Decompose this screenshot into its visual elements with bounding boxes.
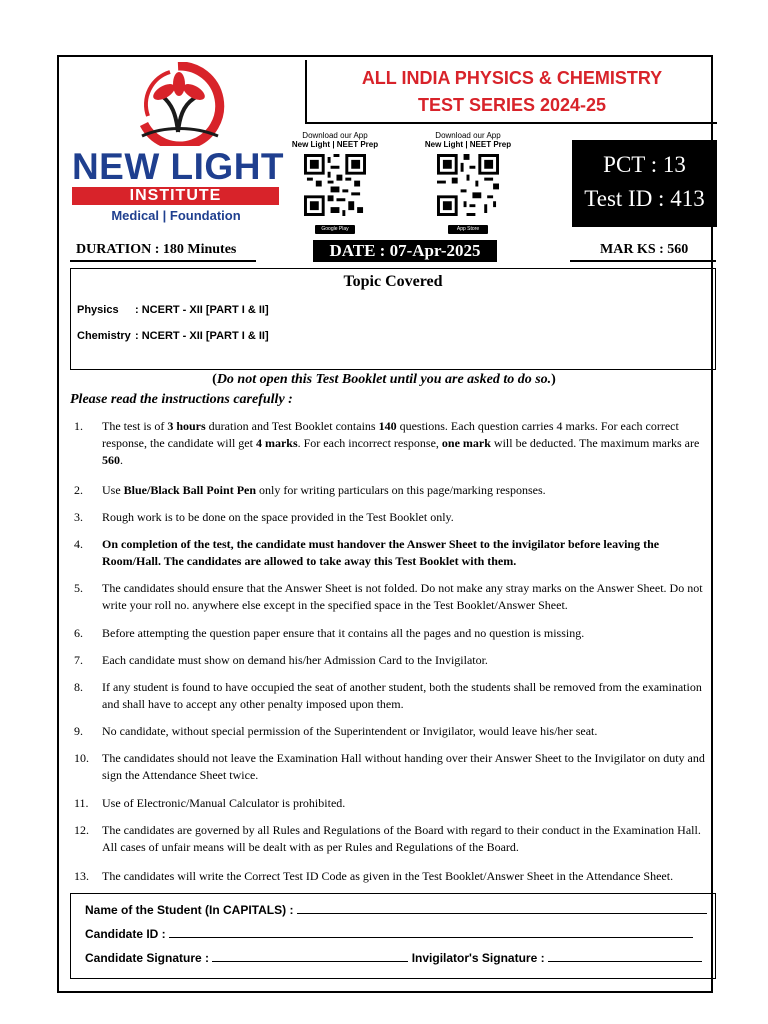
instruction-number: 11.: [74, 796, 89, 810]
instruction-item: [70, 625, 715, 642]
topic-covered-box: [70, 268, 716, 370]
instruction-item: [70, 750, 715, 784]
marks-underline: [570, 260, 716, 262]
instruction-text: No candidate, without special permission of the Superintendent or Invigilator, would leave his/her seat.: [102, 724, 598, 738]
qr-download-label: Download our App: [302, 131, 368, 140]
pct-number: PCT : 13: [603, 152, 686, 177]
instruction-number: 5.: [74, 581, 83, 595]
subject-name: Chemistry: [77, 330, 131, 342]
qr-code-icon[interactable]: [437, 154, 499, 216]
instruction-number: 3.: [74, 510, 83, 524]
student-name-row: [85, 903, 707, 917]
qr-app-label: New Light | NEET Prep: [291, 140, 379, 149]
instruction-item: [70, 795, 715, 812]
instruction-text: Use Blue/Black Ball Point Pen only for writing particulars on this page/marking responses.: [102, 483, 546, 497]
instruction-number: 10.: [74, 751, 89, 765]
instruction-item: [70, 482, 715, 499]
qr-block-right: [418, 131, 518, 234]
logo-emblem-icon: [114, 62, 242, 146]
marks: MAR KS : 560: [600, 242, 689, 257]
do-not-open-notice: (Do not open this Test Booklet until you are asked to do so.): [212, 372, 556, 387]
instruction-number: 12.: [74, 823, 89, 837]
instruction-number: 13.: [74, 869, 89, 883]
instruction-number: 8.: [74, 680, 83, 694]
instruction-text: The candidates should ensure that the Answer Sheet is not folded. Do not make any stray marks on the Answer Sheet. Do not write your roll no. anywhere else except in the specified space in the Test Booklet/Answer Sheet.: [102, 581, 703, 612]
qr-code-icon[interactable]: [304, 154, 366, 216]
instruction-text: The candidates are governed by all Rules and Regulations of the Board with regard to their conduct in the Examination Hall. All cases of unfair means will be dealt with as per Rules and Regulations of the Board.: [102, 823, 701, 854]
invigilator-signature-label: Invigilator's Signature :: [411, 951, 545, 965]
please-read-heading: Please read the instructions carefully :: [70, 392, 293, 407]
topic-physics: [77, 304, 269, 316]
instruction-item: [70, 868, 715, 885]
instruction-text: If any student is found to have occupied the seat of another student, both the students shall be removed from the examination and shall have to accept any other penalty imposed upon them.: [102, 680, 702, 711]
instruction-item: [70, 679, 715, 713]
qr-app-label: New Light | NEET Prep: [424, 140, 512, 149]
instruction-item: [70, 536, 715, 570]
instruction-number: 7.: [74, 653, 83, 667]
instruction-text: On completion of the test, the candidate must handover the Answer Sheet to the invigilator before leaving the Room/Hall. The candidates are allowed to take away this Test Booklet with them.: [102, 537, 660, 568]
invigilator-signature-field[interactable]: [548, 951, 702, 962]
instruction-text: The test is of 3 hours duration and Test Booklet contains 140 questions. Each question carries 4 marks. For each correct response, the candidate will get 4 marks. For each incorrect response, one mark will be deducted. The maximum marks are 560.: [102, 419, 700, 467]
test-id: Test ID : 413: [584, 186, 705, 211]
instruction-number: 9.: [74, 724, 83, 738]
qr-download-label: Download our App: [435, 131, 501, 140]
candidate-signature-field[interactable]: [212, 951, 408, 962]
google-play-badge[interactable]: Google Play: [315, 225, 355, 234]
instruction-number: 6.: [74, 626, 83, 640]
instruction-text: Rough work is to be done on the space provided in the Test Booklet only.: [102, 510, 454, 524]
candidate-details-box: [70, 893, 716, 979]
instruction-item: [70, 509, 715, 526]
duration-underline: [70, 260, 256, 262]
series-line-2: TEST SERIES 2024-25: [417, 95, 607, 115]
subject-syllabus: : NCERT - XII [PART I & II]: [135, 330, 269, 342]
instruction-number: 2.: [74, 483, 83, 497]
student-name-label: Name of the Student (In CAPITALS) :: [85, 903, 294, 917]
instruction-text: The candidates will write the Correct Test ID Code as given in the Test Booklet/Answer Sheet in the Attendance Sheet.: [102, 869, 674, 883]
instruction-item: [70, 723, 715, 740]
series-line-1: ALL INDIA PHYSICS & CHEMISTRY: [361, 68, 663, 88]
logo-name: NEW LIGHT: [71, 146, 285, 187]
candidate-signature-label: Candidate Signature :: [85, 951, 210, 965]
candidate-id-field[interactable]: [169, 927, 693, 938]
instruction-text: Each candidate must show on demand his/her Admission Card to the Invigilator.: [102, 653, 488, 667]
logo-institute: INSTITUTE: [72, 187, 279, 205]
test-series-title: [305, 60, 717, 124]
instruction-text: The candidates should not leave the Examination Hall without handing over their Answer Sheet to the Invigilator on duty and sign the Attendance Sheet twice.: [102, 751, 705, 782]
instruction-item: [70, 822, 715, 856]
instruction-number: 1.: [74, 419, 83, 433]
instruction-item: [70, 580, 715, 614]
duration: DURATION : 180 Minutes: [76, 242, 237, 257]
instruction-item: [70, 418, 715, 469]
instruction-item: [70, 652, 715, 669]
instruction-number: 4.: [74, 537, 83, 551]
app-store-badge[interactable]: App Store: [448, 225, 488, 234]
topic-chemistry: [77, 330, 269, 342]
instruction-text: Before attempting the question paper ensure that it contains all the pages and no question is missing.: [102, 626, 585, 640]
topic-title: Topic Covered: [343, 273, 443, 290]
logo: [70, 62, 290, 232]
instruction-text: Use of Electronic/Manual Calculator is prohibited.: [102, 796, 346, 810]
candidate-id-row: [85, 927, 693, 941]
subject-name: Physics: [77, 304, 119, 316]
exam-date: DATE : 07-Apr-2025: [313, 240, 497, 262]
test-id-box: [572, 140, 717, 227]
qr-block-left: [285, 131, 385, 234]
logo-tagline: Medical | Foundation: [111, 208, 241, 223]
subject-syllabus: : NCERT - XII [PART I & II]: [135, 304, 269, 316]
candidate-id-label: Candidate ID :: [85, 927, 166, 941]
notice-text: Do not open this Test Booklet until you are asked to do so.: [216, 372, 552, 387]
student-name-field[interactable]: [297, 903, 707, 914]
signature-row: [85, 951, 702, 965]
